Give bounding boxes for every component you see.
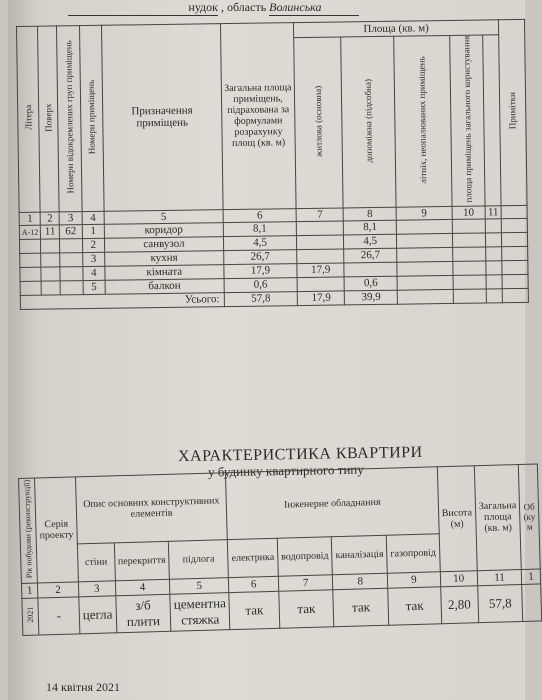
col-common: площа приміщень загального користування <box>461 35 474 203</box>
col-electric: електрика <box>228 538 279 577</box>
col-letter: Літера <box>23 105 34 131</box>
col-floors: перекриття <box>114 541 170 580</box>
section-title: ХАРАКТЕРИСТИКА КВАРТИРИ <box>177 443 423 466</box>
gas-value: так <box>388 586 441 624</box>
col-sewer: каналізація <box>332 535 388 574</box>
total-living: 17,9 <box>298 291 345 306</box>
col-gas: газопровід <box>386 534 439 573</box>
oblast-label: , область <box>221 0 267 14</box>
table-row: 4 кімната 17,9 17,9 <box>20 260 528 281</box>
header-line <box>68 0 359 16</box>
col-floor-cover: підлога <box>169 540 229 579</box>
section-subtitle: у будинку квартирного типу <box>207 461 364 480</box>
desc-group: Опис основних конструктивних елементів <box>75 473 227 544</box>
col-floor: Поверх <box>43 103 54 132</box>
eng-group: Інженерне обладнання <box>226 467 439 540</box>
table-row: 2 санвузол 4,5 4,5 <box>19 232 527 253</box>
col-total: Загальна площа приміщень, підрахована за формулами розрахунку площ (кв. м) <box>220 23 296 210</box>
column-numbers-2: 1 2 3 4 5 6 7 8 9 10 11 1 <box>21 568 540 597</box>
footer-date: 14 квітня 2021 <box>46 680 121 694</box>
total-label: Усього: <box>20 292 224 309</box>
col-aux: допоміжна (підсобна) <box>362 78 375 163</box>
col-height: Висота (м) <box>437 466 477 572</box>
col-year: Рік побудови (реконструкції) <box>22 479 34 579</box>
electric-value: так <box>229 591 280 629</box>
col-group: Номери відокремлених груп приміщень <box>63 40 76 194</box>
total-area: 57,8 <box>224 291 298 306</box>
col-room: Номери приміщень <box>86 79 98 155</box>
height-value: 2,80 <box>440 585 478 623</box>
oblast-value: Волинська <box>269 0 359 16</box>
sewer-value: так <box>333 588 389 627</box>
col-volume: Об (ку м <box>519 464 541 569</box>
column-numbers: 1 2 3 4 5 6 7 8 9 10 11 <box>19 205 527 225</box>
total-aux: 39,9 <box>345 290 398 305</box>
table-row: А-12 11 62 1 коридор 8,1 8,1 <box>19 218 527 239</box>
rooms-table <box>16 19 529 310</box>
area-group: Площа (кв. м) <box>294 20 499 38</box>
series-value: - <box>38 596 80 634</box>
col-living: житлова (основна) <box>313 85 325 157</box>
floor-cover-value: цементна стяжка <box>170 592 230 631</box>
col-water: водопровід <box>277 537 332 576</box>
col-purpose: Призначення приміщень <box>102 24 223 211</box>
apartment-characteristics-table <box>18 463 542 635</box>
col-notes: Примітки <box>507 92 518 130</box>
year-value: 2021 <box>25 606 36 623</box>
walls-value: цегла <box>79 595 117 633</box>
header-prefix: нудок <box>68 0 218 16</box>
col-summer: літніх, неопалюваних приміщень <box>416 55 429 184</box>
water-value: так <box>279 589 334 628</box>
area-value: 57,8 <box>478 584 523 622</box>
col-walls: стіни <box>77 543 115 582</box>
document-page <box>8 0 536 700</box>
col-series: Серія проекту <box>35 477 79 583</box>
table-row: 5 балкон 0,6 0,6 <box>20 274 528 295</box>
table-row: 3 кухня 26,7 26,7 <box>20 246 528 267</box>
volume-value <box>522 583 542 621</box>
floors-value: з/б плити <box>115 594 171 633</box>
col-area: Загальна площа (кв. м) <box>474 465 521 571</box>
